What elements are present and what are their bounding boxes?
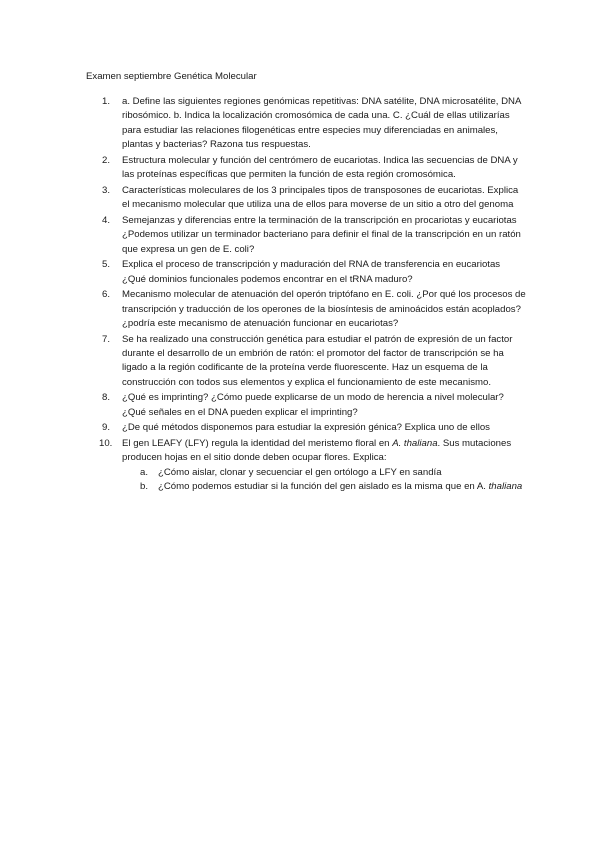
question-number: 9. [102, 422, 111, 434]
question-list [86, 95, 526, 496]
subquestion-item-a [122, 466, 526, 480]
question-item-6 [86, 288, 526, 331]
question-text: a. Define las siguientes regiones genómicas repetitivas: DNA satélite, DNA microsatélite, DNA ribosómico. b. Indica la localización cromosómica de cada una. C. ¿Cuál de ellas utilizarías para estudiar las relaciones filogenéticas entre especies muy diferenciadas en animales, plantas y bacterias? Razona tus respuestas. [122, 96, 521, 151]
question-text: Explica el proceso de transcripción y maduración del RNA de transferencia en eucariotas ¿Qué dominios funcionales podemos encontrar en el tRNA maduro? [122, 259, 501, 285]
question-number: 8. [102, 392, 111, 404]
subquestion-item-b [122, 480, 526, 494]
question-item-9 [86, 421, 526, 435]
question-number: 5. [102, 259, 111, 271]
question-text-part: . Sus mutaciones producen hojas en el sitio donde deben ocupar flores. Explica: [122, 438, 512, 464]
question-number: 1. [102, 96, 111, 107]
question-item-5 [86, 258, 526, 287]
question-number: 4. [102, 214, 111, 226]
question-item-3 [86, 184, 526, 213]
subquestion-list [122, 466, 526, 495]
question-text: Se ha realizado una construcción genética para estudiar el patrón de expresión de un factor durante el desarrollo de un embrión de ratón: el promotor del factor de transcripción se ha ligado a la región codificante de la proteína verde fluorescente. Haz un esquema de la construcción con todos sus elementos y explica el funcionamiento de este mecanismo. [122, 333, 513, 388]
question-number: 3. [102, 184, 111, 196]
question-number: 7. [102, 333, 111, 345]
question-item-1 [86, 95, 526, 153]
species-name: thaliana [488, 481, 523, 493]
question-text: Estructura molecular y función del centrómero de eucariotas. Indica las secuencias de DNA y las proteínas específicas que permiten la función de esta región cromosómica. [122, 154, 518, 181]
question-number: 2. [102, 154, 111, 166]
question-item-4 [86, 214, 526, 257]
subquestion-text-part: ¿Cómo podemos estudiar si la función del gen aislado es la misma que en A. [158, 481, 489, 493]
question-text: ¿Qué es imprinting? ¿Cómo puede explicarse de un modo de herencia a nivel molecular? ¿Qué señales en el DNA pueden explicar el imprinting? [122, 392, 504, 418]
subquestion-letter: b. [140, 481, 149, 493]
question-text: Características moleculares de los 3 principales tipos de transposones de eucariotas. Explica el mecanismo molecular que utiliza una de ellos para moverse de un sitio a otro del genoma [122, 184, 519, 211]
question-item-8 [86, 391, 526, 420]
question-text: ¿De qué métodos disponemos para estudiar la expresión génica? Explica uno de ellos [122, 422, 490, 434]
subquestion-text [158, 481, 522, 492]
species-name: A. thaliana [392, 438, 438, 450]
question-text-part: El gen LEAFY (LFY) regula la identidad del meristemo floral en [122, 438, 393, 450]
question-number: 6. [102, 289, 111, 301]
question-number: 10. [99, 438, 113, 450]
question-item-7 [86, 333, 526, 391]
question-text: Semejanzas y diferencias entre la terminación de la transcripción en procariotas y eucariotas ¿Podemos utilizar un terminador bacteriano para definir el final de la transcripción en un ratón que expresa un gen de E. coli? [122, 214, 521, 255]
subquestion-text: ¿Cómo aislar, clonar y secuenciar el gen ortólogo a LFY en sandía [158, 466, 442, 478]
question-text: Mecanismo molecular de atenuación del operón triptófano en E. coli. ¿Por qué los procesos de transcripción y traducción de los operones de la biosíntesis de aminoácidos están acoplados? ¿podría este mecanismo de atenuación funcionar en eucariotas? [122, 289, 526, 330]
question-item-2 [86, 154, 526, 183]
document-title: Examen septiembre Genética Molecular [86, 71, 257, 82]
question-text [122, 438, 511, 463]
subquestion-letter: a. [140, 466, 149, 478]
question-item-10 [86, 437, 526, 495]
